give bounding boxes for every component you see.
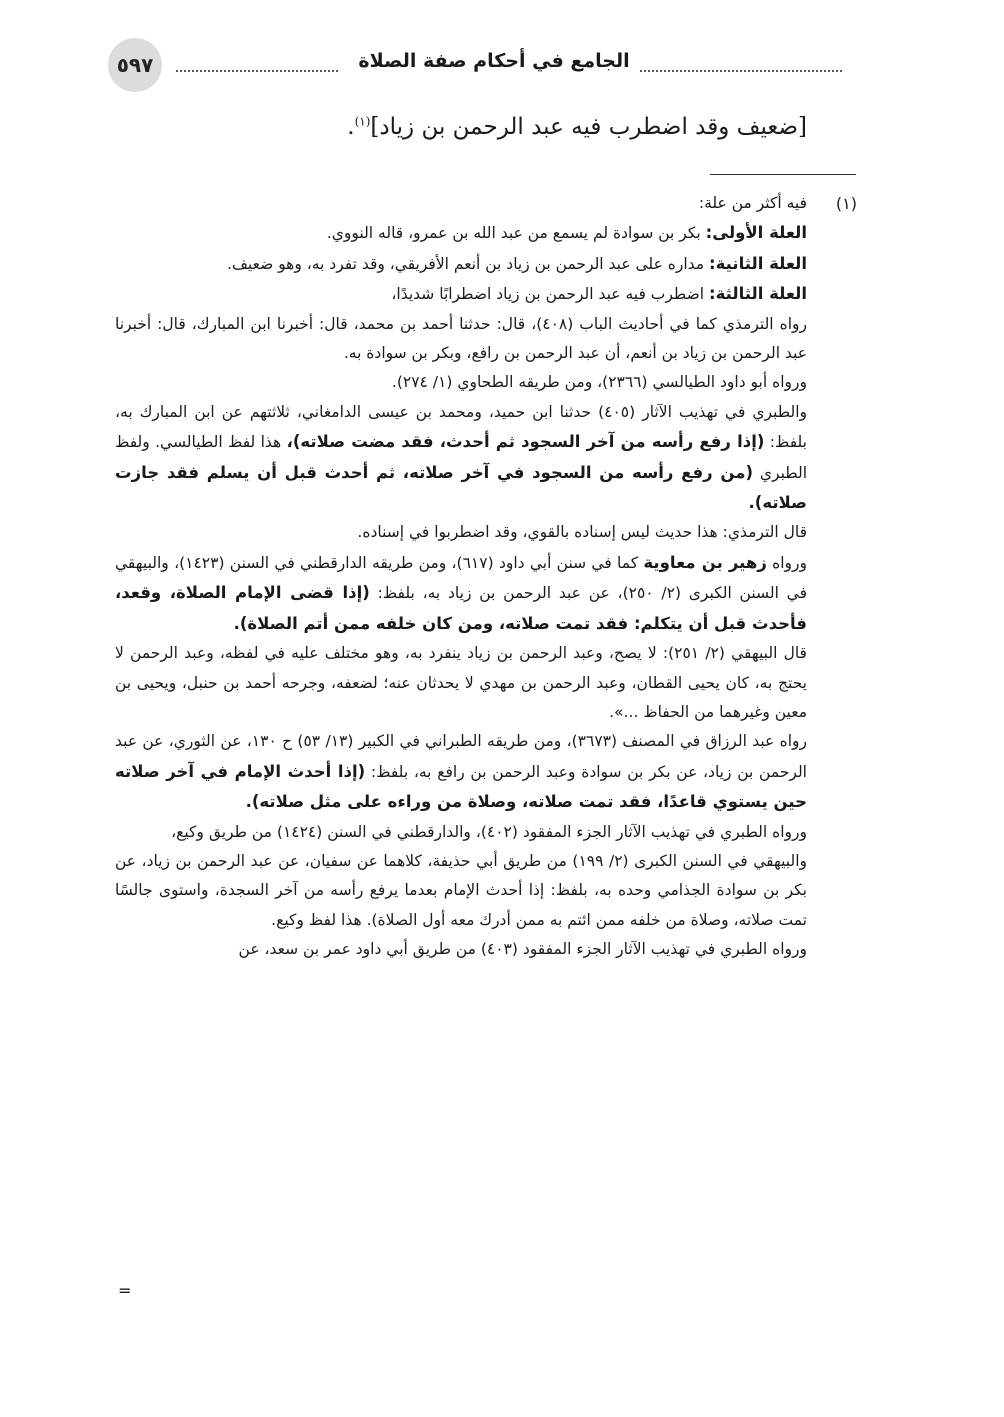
footnote-paragraph	[115, 727, 807, 817]
footnote-text: رواه الترمذي كما في أحاديث الباب (٤٠٨)، قال: حدثنا أحمد بن محمد، قال: أخبرنا ابن المبارك، قال: أخبرنا عبد الرحمن بن زياد بن أنعم، أن عبد الرحمن بن رافع، وبكر بن سوادة به.	[115, 314, 808, 363]
footnote-paragraph	[115, 398, 807, 519]
main-text: [ضعيف وقد اضطرب فيه عبد الرحمن بن زياد]	[370, 114, 807, 140]
footnote-marker: (١)	[835, 194, 857, 213]
footnote-paragraph	[115, 189, 807, 218]
footnote-bold-text: العلة الثانية:	[709, 253, 807, 273]
footnote-text: ورواه الطبري في تهذيب الآثار الجزء المفقود (٤٠٣) من طريق أبي داود عمر بن سعد، عن	[238, 940, 807, 959]
footnote-paragraph	[115, 279, 807, 309]
header-dots-left	[176, 70, 338, 72]
continuation-mark: =	[118, 1281, 132, 1300]
footnote-bold-text: العلة الثالثة:	[709, 284, 807, 304]
footnote-paragraph	[115, 847, 807, 935]
footnote-separator	[710, 174, 856, 175]
header-dots-right	[640, 70, 842, 72]
footnote-paragraph	[115, 818, 807, 847]
footnote-text: بكر بن سوادة لم يسمع من عبد الله بن عمرو، قاله النووي.	[326, 224, 706, 243]
footnote-text: هذا لفظ الطيالسي. ولفظ الطبري	[115, 433, 807, 482]
footnote-text: والبيهقي في السنن الكبرى (٢/ ١٩٩) من طريق أبي حذيفة، كلاهما عن سفيان، عن عبد الرحمن بن زياد، عن بكر بن سوادة الجذامي وحده به، بلفظ: إذا أحدث الإمام بعدما يرفع رأسه من آخر السجدة، واستوى جالسًا تمت صلاته، وصلاة من خلفه ممن ائتم به ممن أدرك معه أول الصلاة). هذا لفظ وكيع.	[115, 851, 808, 929]
footnote-paragraph	[115, 639, 807, 727]
footnote-bold-text: زهير بن معاوية	[643, 552, 767, 572]
footnote-text: كما في سنن أبي داود (٦١٧)، ومن طريقه الدارقطني في السنن (١٤٢٣)، والبيهقي في السنن الكبرى (٢/ ٢٥٠)، عن عبد الرحمن بن زياد به، بلفظ:	[115, 553, 807, 603]
footnote-text: اضطرب فيه عبد الرحمن بن زياد اضطرابًا شديدًا،	[391, 285, 710, 304]
footnote-paragraph	[115, 518, 807, 547]
footnote-reference: (١)	[354, 114, 371, 129]
footnote-paragraph	[115, 310, 807, 369]
footnote-body	[115, 189, 807, 965]
footnote-paragraph	[115, 548, 807, 639]
running-header-title: الجامع في أحكام صفة الصلاة	[358, 50, 630, 72]
footnote-text: ورواه الطبري في تهذيب الآثار الجزء المفقود (٤٠٢)، والدارقطني في السنن (١٤٢٤) من طريق وكيع،	[171, 822, 807, 841]
main-text-line	[347, 114, 807, 140]
footnote-paragraph	[115, 249, 807, 279]
footnote-bold-text: (إذا قضى الإمام الصلاة، وقعد، فأحدث قبل أن يتكلم: فقد تمت صلاته، ومن كان خلفه ممن أتم الصلاة).	[115, 583, 807, 633]
footnote-bold-text: (إذا رفع رأسه من آخر السجود ثم أحدث، فقد مضت صلاته)،	[286, 432, 765, 452]
footnote-text: قال الترمذي: هذا حديث ليس إسناده بالقوي، وقد اضطربوا في إسناده.	[357, 523, 807, 542]
page-number: ٥٩٧	[108, 38, 162, 92]
footnote-bold-text: العلة الأولى:	[705, 223, 807, 243]
footnote-text: قال البيهقي (٢/ ٢٥١): لا يصح، وعبد الرحمن بن زياد ينفرد به، وهو مختلف عليه في لفظه، وعبد الرحمن لا يحتج به، كان يحيى القطان، وعبد الرحمن بن مهدي لا يحدثان عنه؛ لضعفه، وجرحه أحمد بن حنبل، ويحيى بن معين وغيرهما من الحفاظ ...».	[115, 644, 807, 721]
footnote-paragraph	[115, 218, 807, 248]
footnote-text: ورواه أبو داود الطيالسي (٢٣٦٦)، ومن طريقه الطحاوي (١/ ٢٧٤).	[391, 373, 807, 392]
footnote-text: فيه أكثر من علة:	[698, 194, 807, 212]
footnote-bold-text: (إذا أحدث الإمام في آخر صلاته حين يستوي قاعدًا، فقد تمت صلاته، وصلاة من وراءه على مثل صلاته).	[115, 761, 807, 812]
footnote-paragraph	[115, 935, 807, 964]
footnote-bold-text: (من رفع رأسه من السجود في آخر صلاته، ثم أحدث قبل أن يسلم فقد جازت صلاته).	[115, 462, 807, 513]
main-text-end: .	[347, 114, 355, 140]
footnote-text: والطبري في تهذيب الآثار (٤٠٥) حدثنا ابن حميد، ومحمد بن عيسى الدامغاني، ثلاثتهم عن ابن المبارك به، بلفظ:	[115, 402, 807, 452]
footnote-paragraph	[115, 368, 807, 397]
footnote-text: مداره على عبد الرحمن بن زياد بن أنعم الأفريقي، وقد تفرد به، وهو ضعيف.	[226, 254, 710, 273]
footnote-text: ورواه	[766, 553, 808, 572]
footnote-text: رواه عبد الرزاق في المصنف (٣٦٧٣)، ومن طريقه الطبراني في الكبير (١٣/ ٥٣) ح ١٣٠، عن الثوري، عن عبد الرحمن بن زياد، عن بكر بن سوادة وعبد الرحمن بن رافع به، بلفظ:	[115, 732, 807, 781]
